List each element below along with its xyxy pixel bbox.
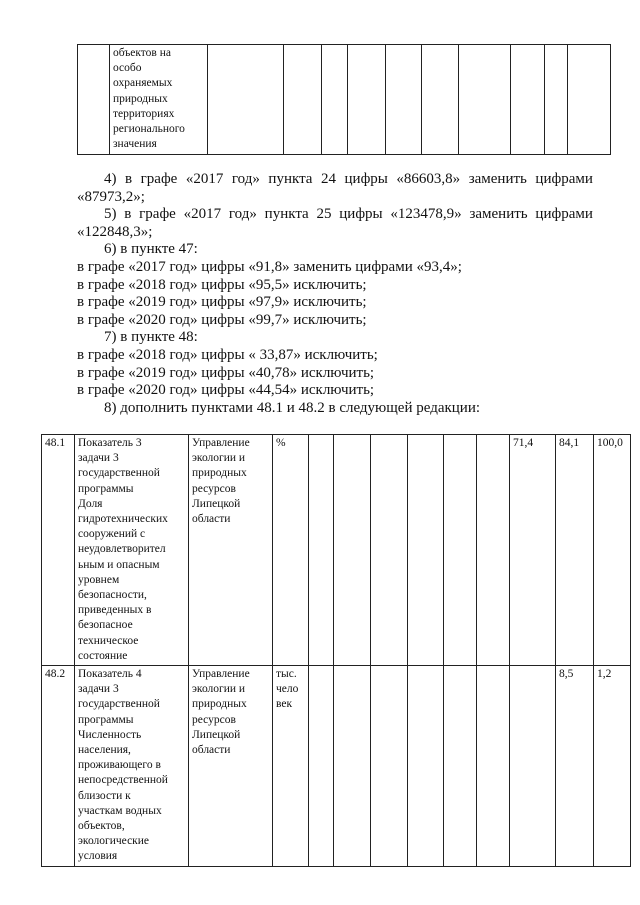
value-cell (334, 666, 371, 867)
cell-text-line: приведенных в (78, 604, 152, 617)
text-word: цифры (344, 171, 388, 187)
cell-text-line: объектов, (78, 820, 125, 833)
cell-text-line: уровнем (78, 573, 120, 586)
amendment-line: в графе «2020 год» цифры «99,7» исключить; (77, 311, 367, 328)
cell-text-line: сооружений с (78, 528, 146, 541)
cell-text-line: природных (113, 92, 168, 105)
cell-text-line: объектов на (113, 47, 171, 59)
value-cell (371, 666, 408, 867)
cell-text-line: области (192, 744, 231, 757)
table-cell (348, 45, 386, 155)
table-row (42, 666, 631, 867)
indicator-name-cell (110, 45, 208, 155)
amendment-item-8-heading: 8) дополнить пунктами 48.1 и 48.2 в следующей редакции: (104, 399, 481, 416)
cell-text-line: безопасности, (78, 589, 147, 602)
amendment-line: в графе «2018 год» цифры «95,5» исключить; (77, 276, 367, 293)
text-word: «86603,8» (396, 171, 461, 187)
table-cell (386, 45, 422, 155)
table-cell (545, 45, 568, 155)
cell-text-line: Управление (192, 437, 250, 449)
value-cell (444, 666, 477, 867)
cell-text-line: непосредственной (78, 774, 168, 787)
text-word: графе (140, 171, 178, 187)
value-cell: 71,4 (510, 435, 556, 666)
value-cell: 8,5 (556, 666, 594, 867)
text-word: заменить (468, 171, 527, 187)
cell-text-line: проживающего в (78, 759, 161, 772)
amendment-line: в графе «2019 год» цифры «97,9» исключить; (77, 294, 367, 311)
text-word: пункта (264, 206, 309, 223)
text-word: в (125, 171, 133, 187)
cell-text-line: ресурсов (192, 713, 236, 726)
cell-text-line: участкам водных (78, 804, 162, 817)
table-cell (459, 45, 511, 155)
value-cell (371, 435, 408, 666)
value-cell: 84,1 (556, 435, 594, 666)
text-word: 25 (316, 206, 332, 223)
cell-text-line: близости к (78, 789, 131, 802)
cell-text-line: Липецкой (192, 497, 241, 510)
text-word: «123478,9» (390, 206, 462, 223)
cell-text-line: особо (113, 62, 142, 75)
text-word: 5) (104, 206, 117, 223)
amendment-item-4-continuation: «87973,2»; (77, 188, 145, 205)
cell-text-line: экологии и (192, 452, 246, 465)
amendment-item-6-heading: 6) в пункте 47: (104, 241, 198, 258)
table-cell (284, 45, 322, 155)
cell-text-line: ресурсов (192, 482, 236, 495)
cell-text-line: Показатель 3 (78, 437, 142, 449)
executor-cell (189, 666, 273, 867)
cell-text-line: состояние (78, 649, 128, 662)
amendment-line: в графе «2018 год» цифры « 33,87» исключить; (77, 346, 378, 363)
cell-text-line: техническое (78, 634, 139, 647)
value-cell: 100,0 (594, 435, 631, 666)
cell-text-line: государственной (78, 467, 160, 480)
cell-text-line: Численность (78, 728, 142, 741)
value-cell (477, 435, 510, 666)
value-cell: 1,2 (594, 666, 631, 867)
cell-text-line: Липецкой (192, 728, 241, 741)
amendment-item-7-heading: 7) в пункте 48: (104, 329, 198, 346)
amendment-line: в графе «2020 год» цифры «44,54» исключить; (77, 382, 375, 399)
unit-cell (273, 435, 309, 666)
text-word: заменить (469, 206, 528, 223)
cell-text-line: ьным и опасным (78, 558, 160, 571)
cell-text-line: природных (192, 698, 247, 711)
cell-text-line: значения (113, 138, 157, 151)
table-cell (422, 45, 459, 155)
cell-text-line: гидротехнических (78, 513, 168, 526)
table-cell (208, 45, 284, 155)
indicator-name-cell (75, 666, 189, 867)
cell-text-line: чело (276, 683, 299, 696)
amendment-item-6-lines (77, 259, 593, 329)
cell-text-line: условия (78, 850, 118, 863)
cell-text-line: Показатель 4 (78, 668, 142, 681)
amendment-item-7-lines (77, 347, 593, 400)
table-cell (511, 45, 545, 155)
cell-text-line: программы (78, 713, 134, 726)
text-word: «2017 (185, 171, 224, 187)
text-word: 4) (104, 171, 117, 187)
cell-text-line: безопасное (78, 619, 133, 632)
cell-text-line: экологии и (192, 683, 246, 696)
cell-text-line: государственной (78, 698, 160, 711)
indicator-name-cell (75, 435, 189, 666)
text-word: в (124, 206, 132, 223)
text-word: цифрами (535, 171, 593, 187)
value-cell (334, 435, 371, 666)
text-word: год» (228, 206, 257, 223)
table-row (78, 45, 611, 155)
cell-text-line: Управление (192, 668, 250, 681)
cell-text-line: экологические (78, 835, 150, 848)
row-number-cell: 48.1 (42, 435, 75, 666)
text-word: 24 (321, 171, 336, 187)
amendment-item-5-continuation: «122848,3»; (77, 223, 153, 240)
cell-text-line: задачи 3 (78, 452, 119, 465)
text-word: цифрами (535, 206, 593, 223)
cell-text-line: неудовлетворител (78, 543, 166, 556)
cell-text-line: Доля (78, 497, 103, 510)
value-cell (477, 666, 510, 867)
value-cell (510, 666, 556, 867)
amendment-item-4 (77, 171, 593, 189)
amendment-item-5 (77, 206, 593, 224)
cell-text-line: населения, (78, 744, 131, 757)
executor-cell (189, 435, 273, 666)
cell-text-line: тыс. (276, 668, 297, 681)
table-cell (322, 45, 348, 155)
table-cell (78, 45, 110, 155)
text-word: цифры (339, 206, 383, 223)
table-cell (568, 45, 611, 155)
cell-text-line: регионального (113, 123, 185, 136)
previous-table-fragment (77, 44, 611, 155)
amendment-line: в графе «2017 год» цифры «91,8» заменить цифрами «93,4»; (77, 258, 462, 275)
amendment-text (77, 171, 593, 417)
cell-text-line: территориях (113, 107, 175, 120)
text-word: «2017 (183, 206, 222, 223)
cell-text-line: области (192, 513, 231, 526)
text-word: графе (139, 206, 176, 223)
text-word: год» (231, 171, 260, 187)
cell-text-line: охраняемых (113, 77, 173, 90)
cell-text-line: программы (78, 482, 134, 495)
row-number-cell: 48.2 (42, 666, 75, 867)
unit-cell (273, 666, 309, 867)
cell-text-line: задачи 3 (78, 683, 119, 696)
cell-text-line: век (276, 698, 293, 711)
text-word: пункта (268, 171, 313, 187)
table-row (42, 435, 631, 666)
new-rows-table (41, 434, 631, 867)
value-cell (309, 435, 334, 666)
value-cell (309, 666, 334, 867)
amendment-line: в графе «2019 год» цифры «40,78» исключить; (77, 364, 375, 381)
value-cell (408, 666, 444, 867)
value-cell (444, 435, 477, 666)
value-cell (408, 435, 444, 666)
cell-text-line: % (276, 437, 286, 449)
cell-text-line: природных (192, 467, 247, 480)
